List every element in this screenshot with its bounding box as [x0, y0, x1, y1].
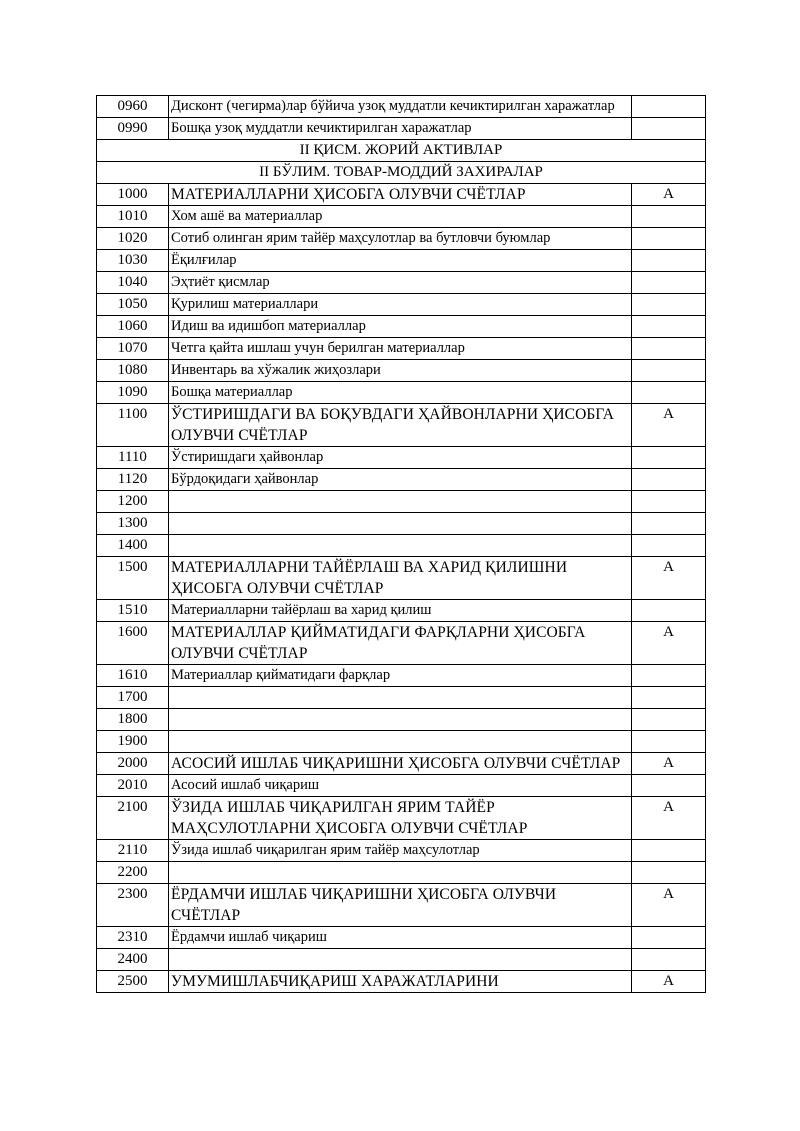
account-code: 1400 [97, 535, 169, 557]
account-code: 1050 [97, 294, 169, 316]
account-name: Ёрдамчи ишлаб чиқариш [169, 927, 632, 949]
table-row [97, 971, 706, 993]
account-name: Бошқа материаллар [169, 382, 632, 404]
account-name: Қурилиш материаллари [169, 294, 632, 316]
account-code: 2310 [97, 927, 169, 949]
account-type [632, 206, 706, 228]
account-code: 2100 [97, 797, 169, 840]
section-heading-row [97, 162, 706, 184]
account-code: 1020 [97, 228, 169, 250]
account-name: Материалларни тайёрлаш ва харид қилиш [169, 600, 632, 622]
account-type [632, 382, 706, 404]
account-type: А [632, 971, 706, 993]
table-row [97, 447, 706, 469]
table-row [97, 184, 706, 206]
account-code: 0990 [97, 118, 169, 140]
table-row [97, 250, 706, 272]
table-row [97, 469, 706, 491]
account-code: 2110 [97, 840, 169, 862]
account-name [169, 491, 632, 513]
account-name: Инвентарь ва хўжалик жиҳозлари [169, 360, 632, 382]
account-code: 1510 [97, 600, 169, 622]
account-type [632, 491, 706, 513]
account-code: 1900 [97, 731, 169, 753]
table-row [97, 557, 706, 600]
account-name: Ўстиришдаги ҳайвонлар [169, 447, 632, 469]
table-row [97, 753, 706, 775]
table-row [97, 96, 706, 118]
account-name: Асосий ишлаб чиқариш [169, 775, 632, 797]
table-row [97, 228, 706, 250]
account-type: А [632, 884, 706, 927]
account-code: 2010 [97, 775, 169, 797]
account-type: А [632, 184, 706, 206]
account-code: 1010 [97, 206, 169, 228]
account-name: Идиш ва идишбоп материаллар [169, 316, 632, 338]
account-type [632, 338, 706, 360]
account-name: ЁРДАМЧИ ИШЛАБ ЧИҚАРИШНИ ҲИСОБГА ОЛУВЧИ СЧЁТЛАР [169, 884, 632, 927]
table-body [97, 96, 706, 993]
account-code: 1110 [97, 447, 169, 469]
table-row [97, 272, 706, 294]
account-type: А [632, 753, 706, 775]
account-name: ЎСТИРИШДАГИ ВА БОҚУВДАГИ ҲАЙВОНЛАРНИ ҲИСОБГА ОЛУВЧИ СЧЁТЛАР [169, 404, 632, 447]
account-code: 1000 [97, 184, 169, 206]
account-code: 1600 [97, 622, 169, 665]
account-code: 1800 [97, 709, 169, 731]
account-type: А [632, 404, 706, 447]
account-type [632, 535, 706, 557]
account-code: 1200 [97, 491, 169, 513]
table-row [97, 404, 706, 447]
table-row [97, 316, 706, 338]
account-name: Ёқилғилар [169, 250, 632, 272]
account-type [632, 469, 706, 491]
account-type [632, 709, 706, 731]
account-code: 1070 [97, 338, 169, 360]
account-type [632, 294, 706, 316]
account-code: 2400 [97, 949, 169, 971]
account-name: Бўрдоқидаги ҳайвонлар [169, 469, 632, 491]
table-row [97, 491, 706, 513]
account-name [169, 731, 632, 753]
table-row [97, 535, 706, 557]
table-row [97, 884, 706, 927]
account-name: Материаллар қийматидаги фарқлар [169, 665, 632, 687]
account-name: МАТЕРИАЛЛАР ҚИЙМАТИДАГИ ФАРҚЛАРНИ ҲИСОБГА ОЛУВЧИ СЧЁТЛАР [169, 622, 632, 665]
account-code: 1610 [97, 665, 169, 687]
table-row [97, 862, 706, 884]
account-code: 1090 [97, 382, 169, 404]
account-code: 2200 [97, 862, 169, 884]
account-code: 1500 [97, 557, 169, 600]
account-code: 1060 [97, 316, 169, 338]
account-code: 1300 [97, 513, 169, 535]
account-type [632, 360, 706, 382]
account-type [632, 731, 706, 753]
account-code: 1700 [97, 687, 169, 709]
account-code: 1080 [97, 360, 169, 382]
account-code: 2500 [97, 971, 169, 993]
section-heading-row [97, 140, 706, 162]
account-name [169, 862, 632, 884]
account-code: 1040 [97, 272, 169, 294]
table-row [97, 665, 706, 687]
account-type: А [632, 557, 706, 600]
account-name [169, 709, 632, 731]
account-type: А [632, 622, 706, 665]
table-row [97, 294, 706, 316]
account-type [632, 600, 706, 622]
account-name [169, 687, 632, 709]
table-row [97, 622, 706, 665]
account-type [632, 250, 706, 272]
account-name: ЎЗИДА ИШЛАБ ЧИҚАРИЛГАН ЯРИМ ТАЙЁР МАҲСУЛОТЛАРНИ ҲИСОБГА ОЛУВЧИ СЧЁТЛАР [169, 797, 632, 840]
account-name: Сотиб олинган ярим тайёр маҳсулотлар ва бутловчи буюмлар [169, 228, 632, 250]
table-row [97, 709, 706, 731]
account-type [632, 272, 706, 294]
account-name: Ўзида ишлаб чиқарилган ярим тайёр маҳсулотлар [169, 840, 632, 862]
account-type [632, 927, 706, 949]
account-name: МАТЕРИАЛЛАРНИ ТАЙЁРЛАШ ВА ХАРИД ҚИЛИШНИ ҲИСОБГА ОЛУВЧИ СЧЁТЛАР [169, 557, 632, 600]
account-name: МАТЕРИАЛЛАРНИ ҲИСОБГА ОЛУВЧИ СЧЁТЛАР [169, 184, 632, 206]
table-row [97, 360, 706, 382]
account-type: А [632, 797, 706, 840]
table-row [97, 600, 706, 622]
section-heading: II ҚИСМ. ЖОРИЙ АКТИВЛАР [97, 140, 706, 162]
account-name [169, 535, 632, 557]
account-type [632, 118, 706, 140]
table-row [97, 338, 706, 360]
table-row [97, 840, 706, 862]
table-row [97, 687, 706, 709]
table-row [97, 118, 706, 140]
account-code: 1100 [97, 404, 169, 447]
account-type [632, 687, 706, 709]
account-code: 1030 [97, 250, 169, 272]
account-code: 0960 [97, 96, 169, 118]
table-row [97, 513, 706, 535]
account-name: Дисконт (чегирма)лар бўйича узоқ муддатли кечиктирилган харажатлар [169, 96, 632, 118]
account-type [632, 665, 706, 687]
account-name: АСОСИЙ ИШЛАБ ЧИҚАРИШНИ ҲИСОБГА ОЛУВЧИ СЧЁТЛАР [169, 753, 632, 775]
account-type [632, 775, 706, 797]
account-name: Бошқа узоқ муддатли кечиктирилган харажатлар [169, 118, 632, 140]
table-row [97, 731, 706, 753]
table-row [97, 949, 706, 971]
chart-of-accounts-table [96, 95, 706, 993]
account-name: УМУМИШЛАБЧИҚАРИШ ХАРАЖАТЛАРИНИ [169, 971, 632, 993]
account-name: Четга қайта ишлаш учун берилган материаллар [169, 338, 632, 360]
table-row [97, 206, 706, 228]
account-type [632, 949, 706, 971]
account-type [632, 840, 706, 862]
account-code: 2000 [97, 753, 169, 775]
table-row [97, 775, 706, 797]
account-name: Эҳтиёт қисмлар [169, 272, 632, 294]
account-type [632, 316, 706, 338]
table-row [97, 927, 706, 949]
account-code: 1120 [97, 469, 169, 491]
account-type [632, 228, 706, 250]
account-type [632, 447, 706, 469]
account-code: 2300 [97, 884, 169, 927]
account-type [632, 96, 706, 118]
account-name [169, 513, 632, 535]
account-type [632, 513, 706, 535]
table-row [97, 382, 706, 404]
account-name [169, 949, 632, 971]
account-type [632, 862, 706, 884]
account-name: Хом ашё ва материаллар [169, 206, 632, 228]
table-row [97, 797, 706, 840]
section-heading: II БЎЛИМ. ТОВАР-МОДДИЙ ЗАХИРАЛАР [97, 162, 706, 184]
